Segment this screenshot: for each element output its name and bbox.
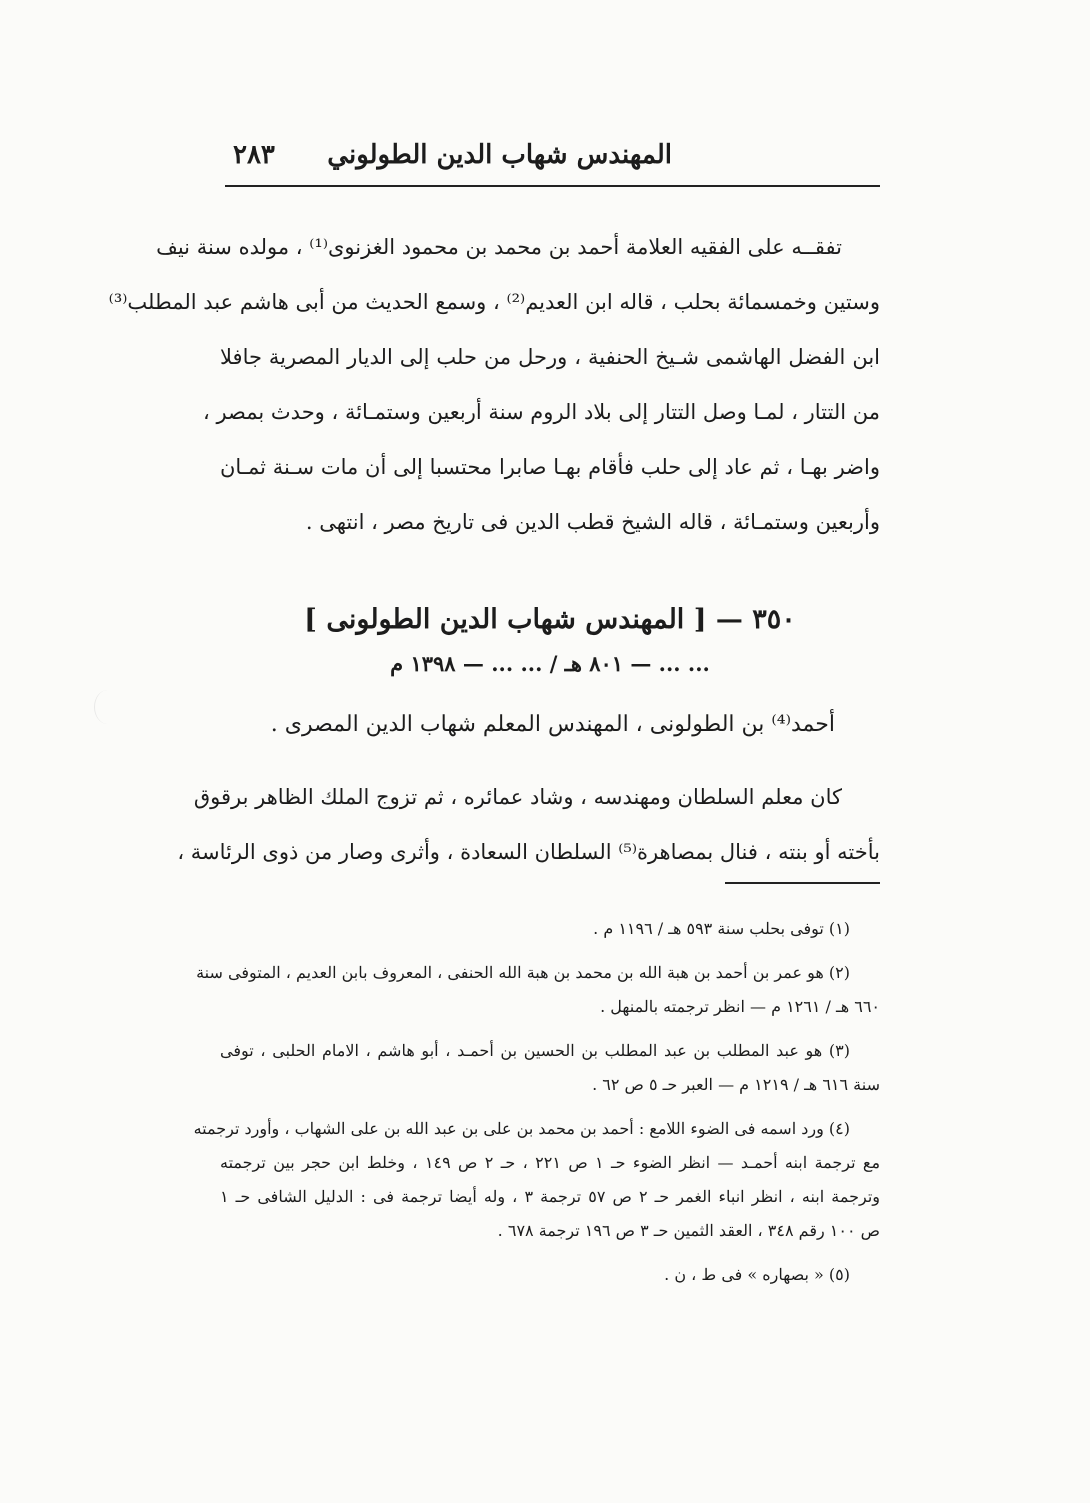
footnote-1 (220, 912, 880, 946)
footnote-2 (196, 956, 880, 1024)
text-line: من التتار ، لمـا وصل التتار إلى بلاد الروم سنة أربعين وستمـائة ، وحدث بمصر ، (202, 400, 880, 424)
text-line: وستين وخمسمائة بحلب ، قاله ابن العديم⁽²⁾ ، وسمع الحديث من أبى هاشم عبد المطلب⁽³⁾ (108, 290, 880, 314)
entry-dates: ... ... — ٨٠١ هـ / ... ... — ١٣٩٨ م (390, 651, 710, 676)
page-number: ٢٨٣ (233, 140, 275, 170)
header-title: المهندس شهاب الدين الطولوني (327, 140, 672, 170)
footnote-rule (725, 882, 880, 884)
footnote-line: مع ترجمة ابنه أحمـد — انظر الضوء حـ ١ ص ٢٢١ ، حـ ٢ ص ١٤٩ ، وخلط ابن حجر بين ترجمته (220, 1153, 881, 1172)
entry-heading (220, 600, 880, 684)
entry-title: ٣٥٠ — [ المهندس شهاب الدين الطولونى ] (304, 604, 796, 635)
running-header (225, 138, 880, 182)
text-line: ابن الفضل الهاشمى شـيخ الحنفية ، ورحل من حلب إلى الديار المصرية جافلا (220, 345, 880, 369)
footnote-line: (١) توفى بحلب سنة ٥٩٣ هـ / ١١٩٦ م . (593, 919, 850, 938)
text-line: تفقــه على الفقيه العلامة أحمد بن محمد بن محمود الغزنوى⁽¹⁾ ، مولده سنة نيف (156, 235, 842, 259)
header-rule (225, 185, 880, 187)
footnote-line: سنة ٦١٦ هـ / ١٢١٩ م — العبر حـ ٥ ص ٦٢ . (592, 1075, 880, 1094)
footnote-line: (٢) هو عمر بن أحمد بن هبة الله بن محمد بن هبة الله الحنفى ، المعروف بابن العديم ، المتوفى سنة (196, 963, 850, 982)
text-line: كان معلم السلطان ومهندسه ، وشاد عمائره ، ثم تزوج الملك الظاهر برقوق (193, 785, 842, 809)
footnote-line: (٤) ورد اسمه فى الضوء اللامع : أحمد بن محمد بن على بن عبد الله بن على الشهاب ، وأورد ترجمته (193, 1119, 850, 1138)
footnote-line: وترجمة ابنه ، انظر انباء الغمر حـ ٢ ص ٥٧ ترجمة ٣ ، وله أيضا ترجمة فى : الدليل الشافى حـ ١ (220, 1187, 881, 1206)
paragraph-2 (177, 770, 880, 880)
footnote-3 (220, 1034, 880, 1102)
footnote-line: (٣) هو عبد المطلب بن عبد المطلب بن الحسين بن أحمـد ، أبو هاشم ، الامام الحلبى ، توفى (220, 1041, 850, 1060)
footnote-5 (220, 1258, 880, 1292)
text-line: بأخته أو بنته ، فنال بمصاهرة⁽⁵⁾ السلطان السعادة ، وأثرى وصار من ذوى الرئاسة ، (177, 840, 880, 864)
text-line: وأربعين وستمـائة ، قاله الشيخ قطب الدين فى تاريخ مصر ، انتهى . (305, 510, 880, 534)
footnotes (193, 912, 881, 1302)
text-line: واضر بهـا ، ثم عاد إلى حلب فأقام بهـا صابرا محتسبا إلى أن مات سـنة ثمـان (220, 455, 880, 479)
footnote-line: ص ١٠٠ رقم ٣٤٨ ، العقد الثمين حـ ٣ ص ١٩٦ ترجمة ٦٧٨ . (497, 1221, 880, 1240)
footnote-4 (193, 1112, 881, 1248)
paragraph-1 (108, 220, 880, 550)
margin-mark (94, 690, 121, 724)
entry-name-line: أحمد⁽⁴⁾ بن الطولونى ، المهندس المعلم شهاب الدين المصرى . (270, 712, 835, 737)
footnote-line: ٦٦٠ هـ / ١٢٦١ م — انظر ترجمته بالمنهل . (600, 997, 880, 1016)
footnote-line: (٥) « بصهاره » فى ط ، ن . (664, 1265, 850, 1284)
